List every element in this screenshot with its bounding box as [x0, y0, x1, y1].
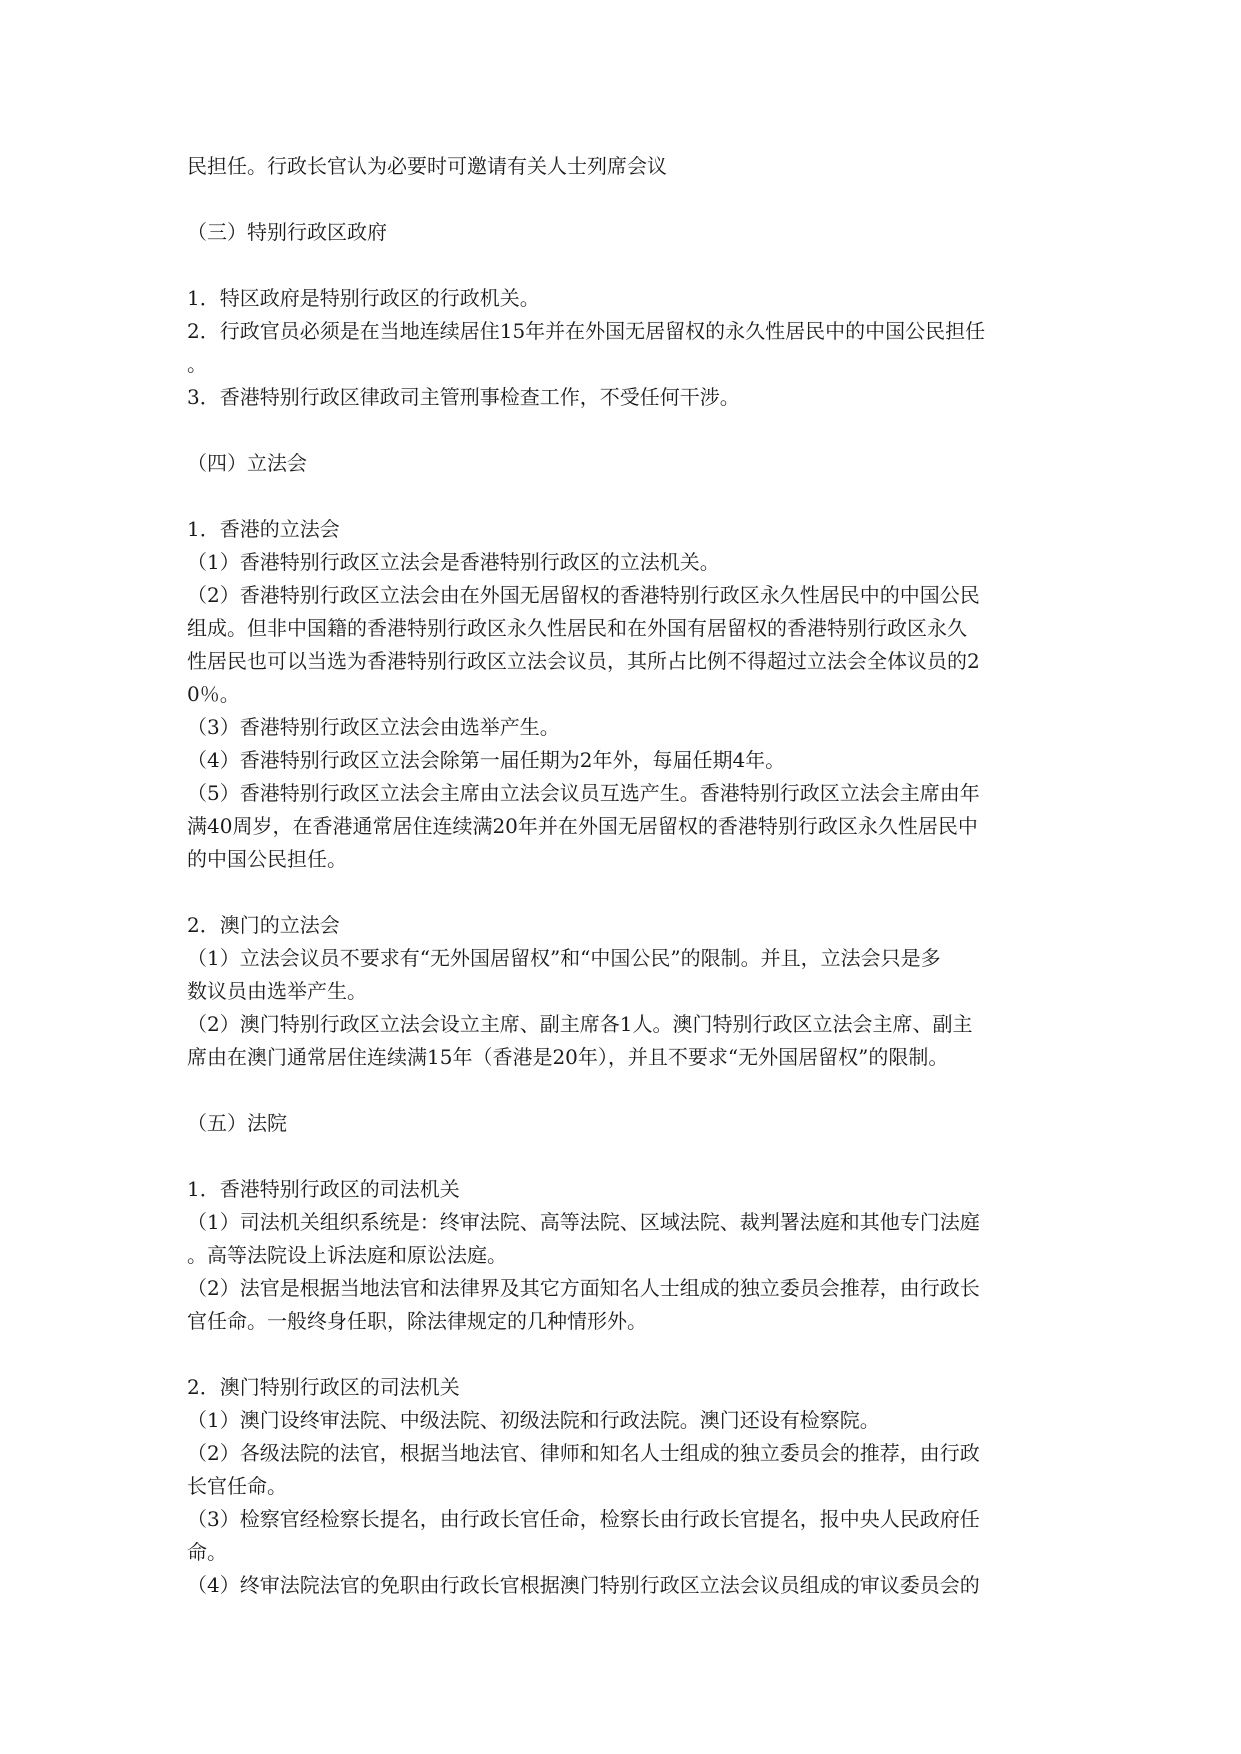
text-line: 。: [187, 352, 207, 376]
text-line: 民担任。行政长官认为必要时可邀请有关人士列席会议: [187, 154, 667, 178]
text-line: （1）司法机关组织系统是：终审法院、高等法院、区域法院、裁判署法庭和其他专门法庭: [187, 1210, 980, 1234]
text-line: （2）香港特别行政区立法会由在外国无居留权的香港特别行政区永久性居民中的中国公民: [187, 583, 980, 607]
text-line: 长官任命。: [187, 1474, 287, 1498]
text-line: （2）法官是根据当地法官和法律界及其它方面知名人士组成的独立委员会推荐，由行政长: [187, 1276, 980, 1300]
text-line: （3）检察官经检察长提名，由行政长官任命，检察长由行政长官提名，报中央人民政府任: [187, 1507, 980, 1531]
text-line: （2）各级法院的法官，根据当地法官、律师和知名人士组成的独立委员会的推荐，由行政: [187, 1441, 980, 1465]
text-line: 满40周岁，在香港通常居住连续满20年并在外国无居留权的香港特别行政区永久性居民中: [187, 814, 978, 838]
paragraph-gap: [187, 480, 1057, 513]
text-line: 2．澳门的立法会: [187, 913, 340, 937]
text-line: 的中国公民担任。: [187, 847, 347, 871]
text-line: 数议员由选举产生。: [187, 979, 367, 1003]
text-line: 0％。: [187, 682, 240, 706]
text-line: 1．香港的立法会: [187, 517, 340, 541]
text-line: 官任命。一般终身任职，除法律规定的几种情形外。: [187, 1309, 647, 1333]
paragraph-gap: [187, 1338, 1057, 1371]
paragraph-gap: [187, 249, 1057, 282]
text-line: （四）立法会: [187, 451, 307, 475]
text-line: （三）特别行政区政府: [187, 220, 387, 244]
paragraph-gap: [187, 1140, 1057, 1173]
document-body: [187, 150, 1057, 1602]
text-line: （1）香港特别行政区立法会是香港特别行政区的立法机关。: [187, 550, 720, 574]
text-line: 组成。但非中国籍的香港特别行政区永久性居民和在外国有居留权的香港特别行政区永久: [187, 616, 967, 640]
text-line: 席由在澳门通常居住连续满15年（香港是20年），并且不要求“无外国居留权”的限制。: [187, 1045, 949, 1069]
text-line: 2．澳门特别行政区的司法机关: [187, 1375, 460, 1399]
text-line: 1．特区政府是特别行政区的行政机关。: [187, 286, 540, 310]
paragraph-gap: [187, 876, 1057, 909]
text-line: （4）终审法院法官的免职由行政长官根据澳门特别行政区立法会议员组成的审议委员会的: [187, 1573, 980, 1597]
text-line: 命。: [187, 1540, 227, 1564]
text-line: 1．香港特别行政区的司法机关: [187, 1177, 460, 1201]
text-line: （3）香港特别行政区立法会由选举产生。: [187, 715, 560, 739]
paragraph-gap: [187, 183, 1057, 216]
text-line: （4）香港特别行政区立法会除第一届任期为2年外，每届任期4年。: [187, 748, 786, 772]
text-line: （5）香港特别行政区立法会主席由立法会议员互选产生。香港特别行政区立法会主席由年: [187, 781, 980, 805]
paragraph-gap: [187, 1074, 1057, 1107]
text-line: （五）法院: [187, 1111, 287, 1135]
text-line: 。高等法院设上诉法庭和原讼法庭。: [187, 1243, 507, 1267]
text-line: 3．香港特别行政区律政司主管刑事检查工作，不受任何干涉。: [187, 385, 740, 409]
text-line: 2．行政官员必须是在当地连续居住15年并在外国无居留权的永久性居民中的中国公民担任: [187, 319, 986, 343]
text-line: （1）立法会议员不要求有“无外国居留权”和“中国公民”的限制。并且，立法会只是多: [187, 946, 941, 970]
text-line: （2）澳门特别行政区立法会设立主席、副主席各1人。澳门特别行政区立法会主席、副主: [187, 1012, 973, 1036]
text-line: （1）澳门设终审法院、中级法院、初级法院和行政法院。澳门还设有检察院。: [187, 1408, 880, 1432]
paragraph-gap: [187, 414, 1057, 447]
text-line: 性居民也可以当选为香港特别行政区立法会议员，其所占比例不得超过立法会全体议员的2: [187, 649, 980, 673]
